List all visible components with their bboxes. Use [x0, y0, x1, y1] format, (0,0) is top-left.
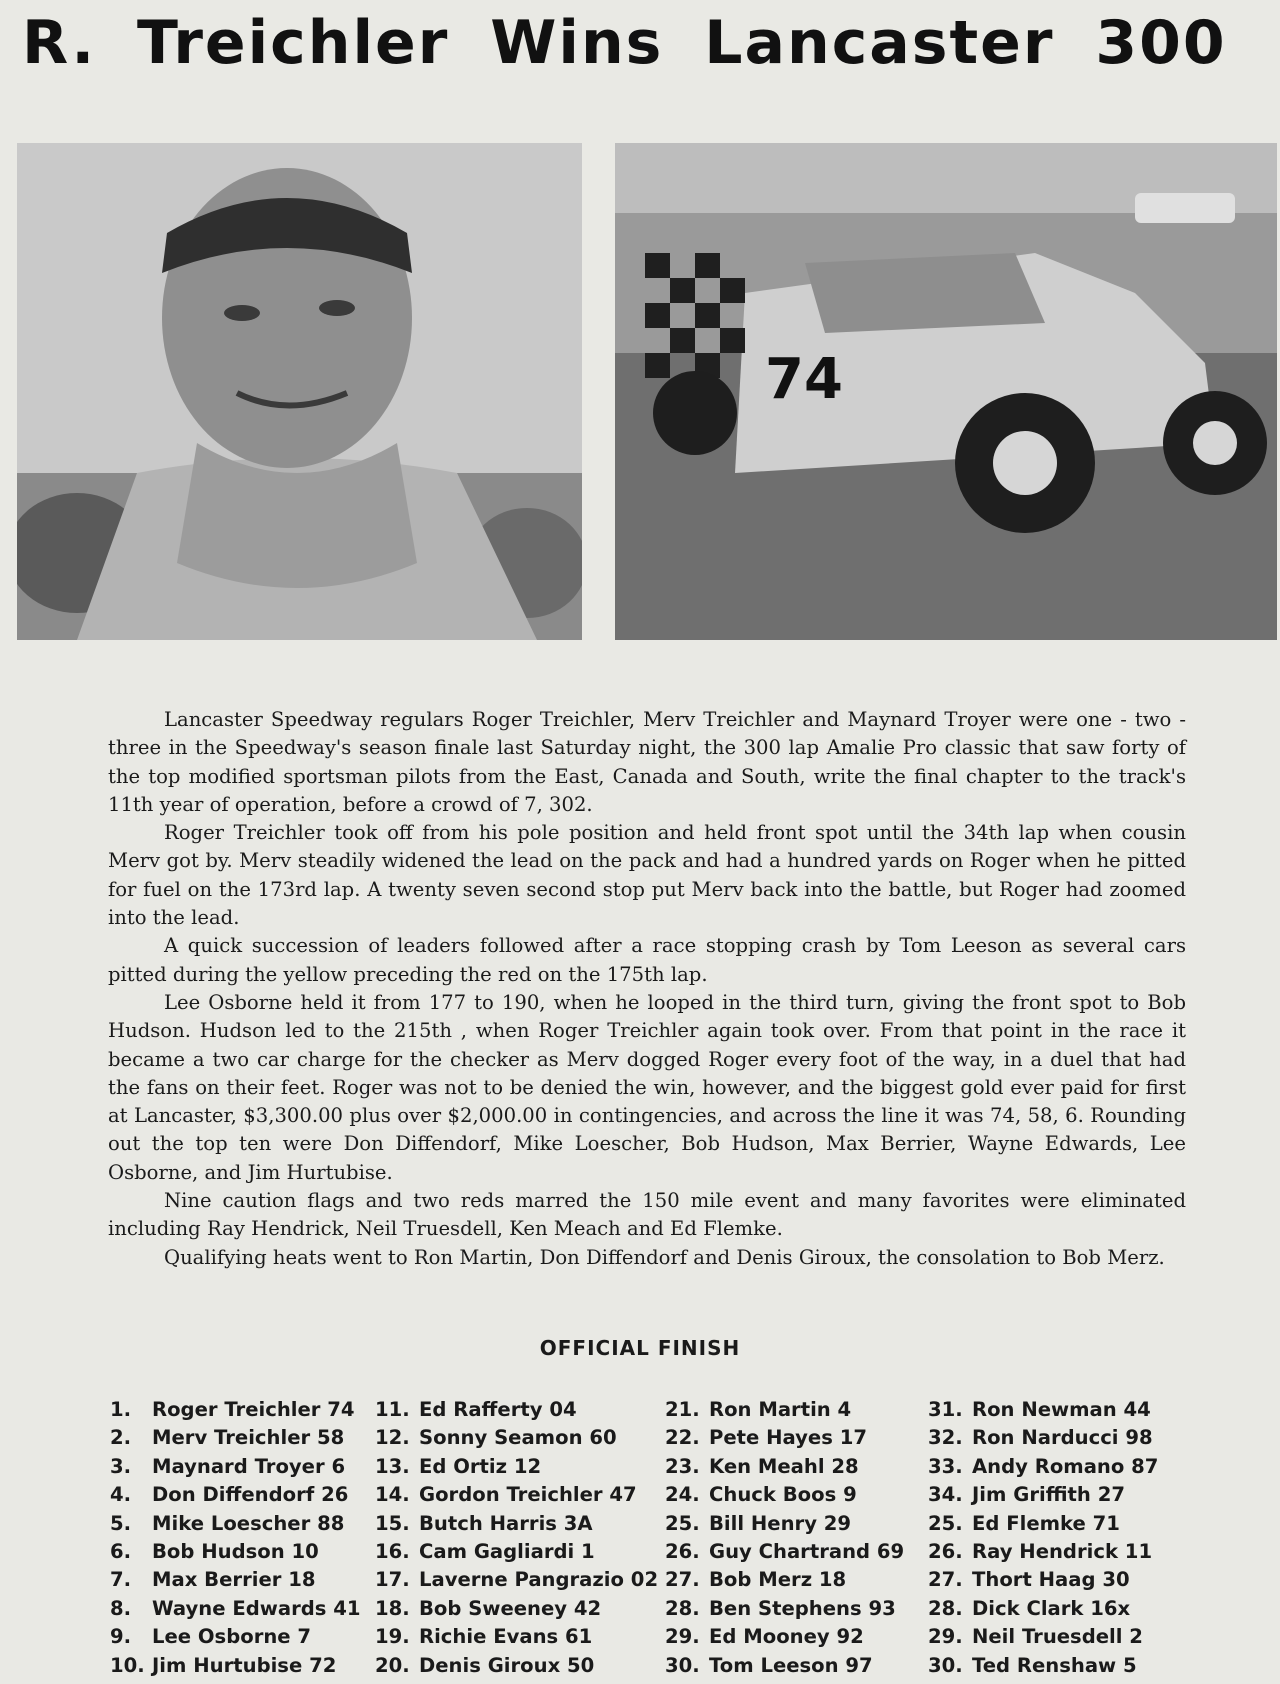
article-paragraph: Lancaster Speedway regulars Roger Treichler, Merv Treichler and Maynard Troyer were one - two - three in the Speedway's season finale last Saturday night, the 300 lap Amalie Pro classic that saw forty of the top modified sportsman pilots from the East, Canada and South, write the final chapter to the track's 11th year of operation, before a crowd of 7, 302. [108, 708, 1186, 816]
finish-driver: Ted Renshaw 5 [972, 1653, 1137, 1677]
finish-entry [665, 1538, 904, 1566]
finish-position: 3. [110, 1454, 132, 1478]
finish-driver: Lee Osborne 7 [152, 1625, 312, 1649]
finish-position: 27. [665, 1568, 700, 1592]
finish-driver: Pete Hayes 17 [709, 1426, 867, 1450]
finish-entry [110, 1481, 361, 1509]
official-finish-table [110, 1396, 1280, 1681]
finish-driver: Ben Stephens 93 [709, 1596, 896, 1620]
finish-driver: Dick Clark 16x [972, 1596, 1131, 1620]
finish-entry [665, 1510, 904, 1538]
finish-entry [665, 1652, 904, 1680]
finish-position: 13. [375, 1454, 410, 1478]
finish-position: 21. [665, 1398, 700, 1421]
finish-entry [110, 1424, 361, 1452]
finish-position: 22. [665, 1426, 700, 1450]
finish-driver: Cam Gagliardi 1 [419, 1539, 595, 1563]
finish-entry [110, 1595, 361, 1623]
finish-position: 10. [110, 1653, 145, 1677]
finish-driver: Neil Truesdell 2 [972, 1625, 1143, 1649]
finish-driver: Guy Chartrand 69 [709, 1539, 905, 1563]
finish-driver: Ed Rafferty 04 [419, 1398, 577, 1421]
finish-driver: Ray Hendrick 11 [972, 1539, 1153, 1563]
finish-entry [665, 1566, 904, 1594]
finish-driver: Mike Loescher 88 [152, 1511, 345, 1535]
article-paragraph: Qualifying heats went to Ron Martin, Don Diffendorf and Denis Giroux, the consolation to Bob Merz. [164, 1245, 1165, 1269]
finish-entry [110, 1652, 361, 1680]
finish-entry [665, 1595, 904, 1623]
finish-driver: Ed Mooney 92 [709, 1625, 864, 1649]
finish-position: 7. [110, 1568, 132, 1592]
finish-driver: Wayne Edwards 41 [152, 1596, 361, 1620]
finish-driver: Gordon Treichler 47 [419, 1483, 637, 1507]
finish-position: 30. [928, 1653, 963, 1677]
finish-position: 14. [375, 1483, 410, 1507]
finish-driver: Ron Newman 44 [972, 1398, 1151, 1421]
finish-entry [375, 1424, 658, 1452]
finish-driver: Bob Hudson 10 [152, 1539, 319, 1563]
finish-position: 8. [110, 1596, 132, 1620]
finish-position: 20. [375, 1653, 410, 1677]
finish-position: 19. [375, 1625, 410, 1649]
finish-entry [928, 1595, 1158, 1623]
finish-entry [928, 1566, 1158, 1594]
official-finish-title: OFFICIAL FINISH [539, 1336, 741, 1360]
finish-position: 28. [665, 1596, 700, 1620]
finish-position: 1. [110, 1398, 132, 1421]
finish-position: 11. [375, 1398, 410, 1421]
finish-entry [375, 1566, 658, 1594]
finish-position: 31. [928, 1398, 963, 1421]
finish-entry [928, 1396, 1158, 1424]
finish-position: 30. [665, 1653, 700, 1677]
finish-entry [375, 1538, 658, 1566]
finish-position: 27. [928, 1568, 963, 1592]
finish-entry [110, 1566, 361, 1594]
finish-position: 17. [375, 1568, 410, 1592]
finish-position: 23. [665, 1454, 700, 1478]
finish-column-4 [928, 1396, 1158, 1680]
finish-entry [928, 1538, 1158, 1566]
finish-driver: Jim Griffith 27 [972, 1483, 1125, 1507]
finish-entry [928, 1453, 1158, 1481]
finish-entry [375, 1481, 658, 1509]
finish-entry [110, 1623, 361, 1651]
finish-position: 12. [375, 1426, 410, 1450]
finish-driver: Don Diffendorf 26 [152, 1483, 349, 1507]
finish-entry [375, 1623, 658, 1651]
race-car-illustration [615, 143, 1277, 640]
finish-position: 28. [928, 1596, 963, 1620]
finish-entry [665, 1396, 904, 1424]
finish-driver: Bill Henry 29 [709, 1511, 852, 1535]
finish-entry [928, 1481, 1158, 1509]
finish-entry [110, 1510, 361, 1538]
finish-position: 18. [375, 1596, 410, 1620]
article-paragraph: Lee Osborne held it from 177 to 190, when he looped in the third turn, giving the front spot to Bob Hudson. Hudson led to the 215th , when Roger Treichler again took over. From that point in the race it became a two car charge for the checker as Merv dogged Roger every foot of the way, in a duel that had the fans on their feet. Roger was not to be denied the win, however, and the biggest gold ever paid for first at Lancaster, $3,300.00 plus over $2,000.00 in contingencies, and across the line it was 74, 58, 6. Rounding out the top ten were Don Diffendorf, Mike Loescher, Bob Hudson, Max Berrier, Wayne Edwards, Lee Osborne, and Jim Hurtubise. [108, 990, 1186, 1184]
finish-driver: Laverne Pangrazio 02 [419, 1568, 659, 1592]
finish-driver: Bob Sweeney 42 [419, 1596, 602, 1620]
finish-driver: Ron Martin 4 [709, 1398, 852, 1421]
finish-position: 26. [665, 1539, 700, 1563]
finish-entry [928, 1623, 1158, 1651]
finish-column-3 [665, 1396, 904, 1680]
finish-position: 9. [110, 1625, 132, 1649]
finish-entry [375, 1652, 658, 1680]
finish-entry [928, 1652, 1158, 1680]
finish-driver: Richie Evans 61 [419, 1625, 593, 1649]
finish-position: 26. [928, 1539, 963, 1563]
finish-entry [375, 1396, 658, 1424]
article-paragraph: Nine caution flags and two reds marred the 150 mile event and many favorites were eliminated including Ray Hendrick, Neil Truesdell, Ken Meach and Ed Flemke. [108, 1189, 1186, 1241]
finish-position: 5. [110, 1511, 132, 1535]
finish-entry [110, 1538, 361, 1566]
finish-entry [928, 1510, 1158, 1538]
finish-driver: Sonny Seamon 60 [419, 1426, 617, 1450]
finish-position: 24. [665, 1483, 700, 1507]
finish-driver: Andy Romano 87 [972, 1454, 1159, 1478]
finish-entry [665, 1453, 904, 1481]
finish-position: 25. [928, 1511, 963, 1535]
race-car-checkered-flag-photo [615, 143, 1277, 640]
finish-entry [665, 1623, 904, 1651]
finish-entry [665, 1424, 904, 1452]
finish-driver: Ed Ortiz 12 [419, 1454, 542, 1478]
article-body [108, 706, 1186, 1272]
finish-position: 2. [110, 1426, 132, 1450]
finish-driver: Max Berrier 18 [152, 1568, 316, 1592]
finish-driver: Jim Hurtubise 72 [152, 1653, 337, 1677]
finish-position: 32. [928, 1426, 963, 1450]
finish-driver: Butch Harris 3A [419, 1511, 593, 1535]
finish-position: 29. [928, 1625, 963, 1649]
finish-driver: Bob Merz 18 [709, 1568, 847, 1592]
finish-position: 33. [928, 1454, 963, 1478]
finish-position: 34. [928, 1483, 963, 1507]
finish-driver: Denis Giroux 50 [419, 1653, 595, 1677]
driver-portrait-photo [17, 143, 582, 640]
finish-driver: Ed Flemke 71 [972, 1511, 1120, 1535]
finish-position: 16. [375, 1539, 410, 1563]
finish-entry [665, 1481, 904, 1509]
finish-driver: Maynard Troyer 6 [152, 1454, 346, 1478]
article-paragraph: Roger Treichler took off from his pole position and held front spot until the 34th lap when cousin Merv got by. Merv steadily widened the lead on the pack and had a hundred yards on Roger when he pitted for fuel on the 173rd lap. A twenty seven second stop put Merv back into the battle, but Roger had zoomed into the lead. [108, 821, 1186, 930]
finish-entry [375, 1595, 658, 1623]
finish-driver: Ken Meahl 28 [709, 1454, 859, 1478]
finish-entry [110, 1453, 361, 1481]
finish-entry [375, 1510, 658, 1538]
finish-column-2 [375, 1396, 658, 1680]
finish-driver: Ron Narducci 98 [972, 1426, 1153, 1450]
finish-driver: Roger Treichler 74 [152, 1398, 355, 1421]
finish-position: 29. [665, 1625, 700, 1649]
headline: R. Treichler Wins Lancaster 300 [22, 8, 1227, 78]
car-number: 74 [765, 347, 843, 412]
finish-entry [928, 1424, 1158, 1452]
finish-position: 25. [665, 1511, 700, 1535]
finish-driver: Thort Haag 30 [972, 1568, 1130, 1592]
finish-position: 15. [375, 1511, 410, 1535]
finish-entry [110, 1396, 361, 1424]
finish-position: 6. [110, 1539, 132, 1563]
finish-driver: Chuck Boos 9 [709, 1483, 857, 1507]
article-paragraph: A quick succession of leaders followed after a race stopping crash by Tom Leeson as several cars pitted during the yellow preceding the red on the 175th lap. [108, 934, 1186, 986]
finish-entry [375, 1453, 658, 1481]
finish-driver: Tom Leeson 97 [709, 1653, 873, 1677]
finish-column-1 [110, 1396, 361, 1680]
finish-driver: Merv Treichler 58 [152, 1426, 345, 1450]
finish-position: 4. [110, 1483, 132, 1507]
driver-portrait-illustration [17, 143, 582, 640]
